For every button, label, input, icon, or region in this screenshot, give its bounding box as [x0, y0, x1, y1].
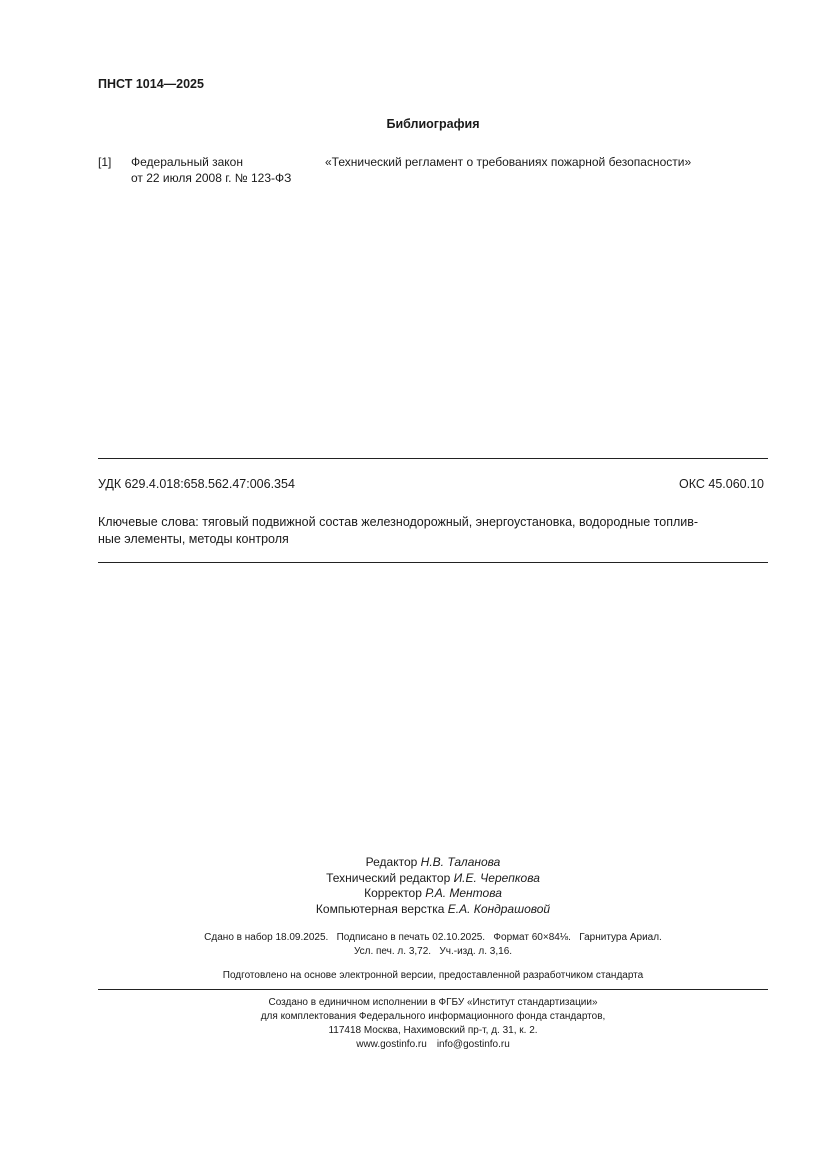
publisher-footer	[0, 996, 827, 1052]
credit-editor	[0, 855, 827, 871]
credits-block	[0, 855, 827, 917]
print-info	[0, 931, 827, 959]
website-link[interactable]: www.gostinfo.ru	[356, 1039, 427, 1050]
udk-code: УДК 629.4.018:658.562.47:006.354	[98, 477, 295, 491]
corrector-label: Корректор	[364, 886, 422, 900]
keywords-line-2: ные элементы, методы контроля	[98, 531, 289, 546]
keywords-line-1: Ключевые слова: тяговый подвижной состав железнодорожный, энергоустановка, водородные топлив-	[98, 515, 699, 529]
editor-name: Н.В. Таланова	[420, 855, 501, 869]
footer-line-3: 117418 Москва, Нахимовский пр-т, д. 31, к. 2.	[328, 1025, 538, 1036]
footer-line-2: для комплектования Федерального информационного фонда стандартов,	[260, 1011, 606, 1022]
divider-top	[98, 458, 768, 459]
bibliography-entry-number: [1]	[98, 155, 112, 169]
credit-tech-editor	[0, 871, 827, 887]
email-link[interactable]: info@gostinfo.ru	[436, 1039, 510, 1050]
tech-editor-label: Технический редактор	[326, 870, 451, 885]
divider-bottom	[98, 989, 768, 990]
credit-layout	[0, 902, 827, 918]
bibliography-entry-title: «Технический регламент о требованиях пожарной безопасности»	[325, 155, 692, 169]
tech-editor-name: И.Е. Черепкова	[453, 870, 540, 885]
source-line-1: Федеральный закон	[131, 155, 243, 169]
bibliography-entry-source	[131, 154, 331, 186]
editor-label: Редактор	[365, 855, 418, 869]
divider-middle	[98, 562, 768, 563]
footer-contacts	[0, 1038, 827, 1052]
prepared-note: Подготовлено на основе электронной версии, предоставленной разработчиком стандарта	[222, 970, 644, 981]
credit-corrector	[0, 886, 827, 902]
print-info-line-2: Усл. печ. л. 3,72. Уч.-изд. л. 3,16.	[353, 946, 513, 957]
oks-code: ОКС 45.060.10	[679, 477, 764, 491]
bibliography-title: Библиография	[386, 117, 480, 131]
layout-name: Е.А. Кондрашовой	[447, 901, 551, 916]
document-code: ПНСТ 1014—2025	[98, 77, 204, 91]
keywords	[98, 514, 768, 547]
print-info-line-1: Сдано в набор 18.09.2025. Подписано в печать 02.10.2025. Формат 60×84⅛. Гарнитура Ариал.	[204, 932, 662, 943]
source-line-2: от 22 июля 2008 г. № 123-ФЗ	[131, 171, 292, 185]
corrector-name: Р.А. Ментова	[425, 886, 502, 900]
footer-line-1: Создано в единичном исполнении в ФГБУ «Институт стандартизации»	[268, 997, 598, 1008]
layout-label: Компьютерная верстка	[315, 901, 445, 916]
